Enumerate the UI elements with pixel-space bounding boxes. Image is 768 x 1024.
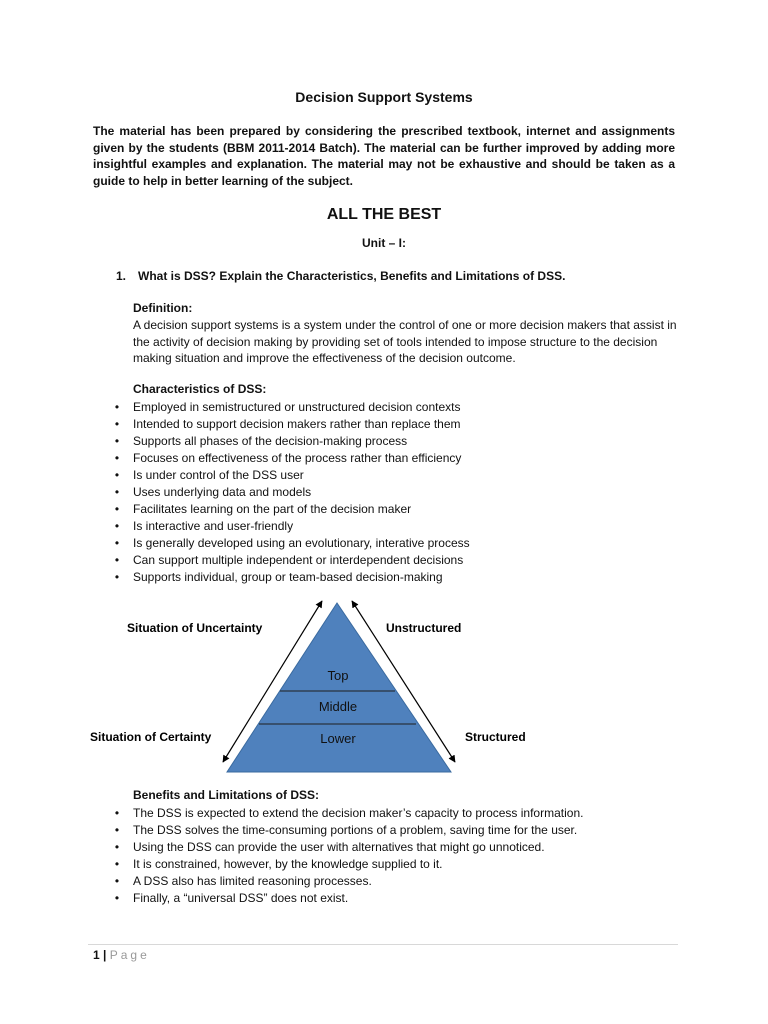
- list-item-text: Employed in semistructured or unstructured decision contexts: [133, 400, 461, 414]
- footer-divider: [88, 944, 678, 945]
- bullet-glyph: •: [114, 519, 120, 533]
- question-number: 1.: [116, 269, 127, 283]
- benefits-heading: Benefits and Limitations of DSS:: [133, 788, 320, 802]
- level-label-lower: Lower: [320, 731, 356, 746]
- footer-separator: |: [103, 948, 107, 962]
- dss-pyramid-diagram: [0, 595, 768, 780]
- list-item-text: Is under control of the DSS user: [133, 468, 304, 482]
- page-footer: [93, 948, 150, 962]
- bullet-glyph: •: [114, 570, 120, 584]
- bullet-glyph: •: [114, 400, 120, 414]
- characteristics-heading: Characteristics of DSS:: [133, 382, 267, 396]
- all-the-best-heading: ALL THE BEST: [326, 206, 442, 223]
- list-item-text: The DSS solves the time-consuming portions of a problem, saving time for the user.: [133, 823, 578, 837]
- level-label-top: Top: [327, 668, 349, 683]
- list-item-text: Intended to support decision makers rather than replace them: [133, 417, 461, 431]
- bullet-glyph: •: [114, 840, 120, 854]
- bullet-glyph: •: [114, 468, 120, 482]
- unit-heading: Unit – I:: [362, 236, 406, 250]
- bullet-glyph: •: [114, 485, 120, 499]
- bullet-glyph: •: [114, 434, 120, 448]
- page-number: 1: [93, 948, 100, 962]
- list-item-text: Focuses on effectiveness of the process rather than efficiency: [133, 451, 462, 465]
- definition-text: A decision support systems is a system under the control of one or more decision makers that assist in the activity of decision making by providing set of tools intended to impose structure to the decision making situation and improve the effectiveness of the decision outcome.: [133, 318, 677, 366]
- bullet-glyph: •: [114, 823, 120, 837]
- page-label: Page: [109, 948, 150, 962]
- list-item-text: Using the DSS can provide the user with alternatives that might go unnoticed.: [133, 840, 545, 854]
- list-item-text: Is generally developed using an evolutionary, interative process: [133, 536, 470, 550]
- bullet-glyph: •: [114, 417, 120, 431]
- list-item-text: Finally, a “universal DSS” does not exist.: [133, 891, 349, 905]
- list-item-text: Facilitates learning on the part of the decision maker: [133, 502, 412, 516]
- bullet-glyph: •: [114, 553, 120, 567]
- list-item-text: A DSS also has limited reasoning processes.: [133, 874, 372, 888]
- bullet-glyph: •: [114, 536, 120, 550]
- bullet-glyph: •: [114, 451, 120, 465]
- question-1: [116, 269, 565, 283]
- label-unstructured: Unstructured: [386, 621, 462, 635]
- list-item-text: Is interactive and user-friendly: [133, 519, 294, 533]
- bullet-glyph: •: [114, 874, 120, 888]
- bullet-glyph: •: [114, 857, 120, 871]
- list-item-text: It is constrained, however, by the knowledge supplied to it.: [133, 857, 443, 871]
- intro-paragraph: The material has been prepared by considering the prescribed textbook, internet and assignments given by the students (BBM 2011-2014 Batch). The material can be further improved by adding more insightful examples and explanation. The material may not be exhaustive and should be taken as a guide to help in better learning of the subject.: [93, 124, 675, 188]
- question-text: What is DSS? Explain the Characteristics, Benefits and Limitations of DSS.: [138, 269, 566, 283]
- definition-heading: Definition:: [133, 301, 193, 315]
- list-item-text: Supports all phases of the decision-making process: [133, 434, 408, 448]
- list-item-text: The DSS is expected to extend the decision maker’s capacity to process information.: [133, 806, 584, 820]
- list-item-text: Uses underlying data and models: [133, 485, 312, 499]
- label-structured: Structured: [465, 730, 526, 744]
- document-title: Decision Support Systems: [295, 89, 473, 105]
- bullet-glyph: •: [114, 502, 120, 516]
- label-situation-of-uncertainty: Situation of Uncertainty: [127, 621, 263, 635]
- list-item-text: Can support multiple independent or interdependent decisions: [133, 553, 464, 567]
- bullet-glyph: •: [114, 806, 120, 820]
- list-item-text: Supports individual, group or team-based decision-making: [133, 570, 443, 584]
- bullet-glyph: •: [114, 891, 120, 905]
- label-situation-of-certainty: Situation of Certainty: [90, 730, 212, 744]
- level-label-middle: Middle: [318, 699, 358, 714]
